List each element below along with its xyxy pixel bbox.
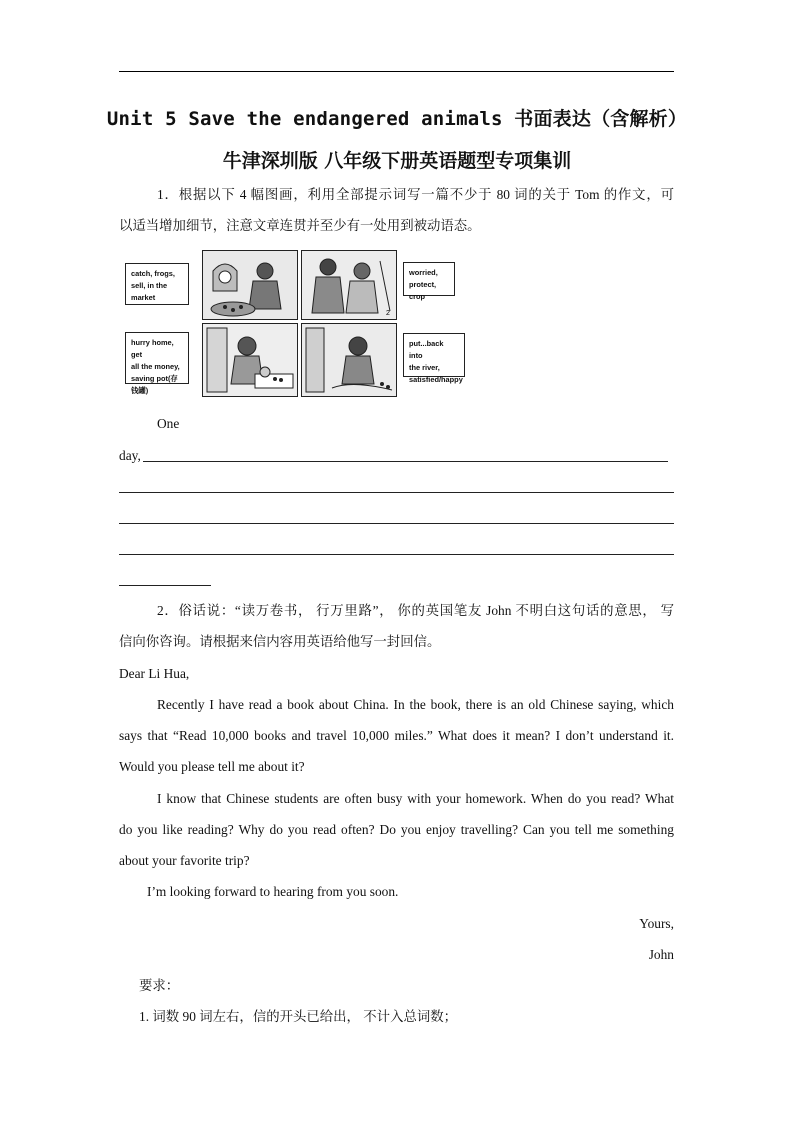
letter-closing: Yours,: [639, 916, 674, 931]
answer-line-4[interactable]: [119, 554, 674, 555]
picture-panel-3: [202, 323, 298, 397]
answer-line-1[interactable]: [143, 461, 668, 462]
letter-para1-line3: Would you please tell me about it?: [119, 759, 305, 774]
letter-para3: I’m looking forward to hearing from you soon.: [147, 884, 399, 899]
header-rule: [119, 71, 674, 72]
picture-panel-4: [301, 323, 397, 397]
requirement-1: 1. 词数 90 词左右，信的开头已给出， 不计入总词数；: [139, 1009, 458, 1024]
letter-para1-line1: Recently I have read a book about China. In the book, there is an old Chinese saying, which: [157, 697, 674, 712]
answer-line-2[interactable]: [119, 492, 674, 493]
q2-prompt-line1: 2．俗话说：“读万卷书， 行万里路”， 你的英国笔友 John 不明白这句话的意思， 写: [157, 603, 674, 618]
answer-line-3[interactable]: [119, 523, 674, 524]
requirements-label: 要求：: [139, 978, 180, 993]
document-subtitle: 牛津深圳版 八年级下册英语题型专项集训: [222, 150, 572, 172]
hint-box-3: hurry home, get all the money, saving pot(存钱罐): [125, 332, 189, 384]
q2-prompt-line2: 信向你咨询。请根据来信内容用英语给他写一封回信。: [119, 634, 441, 649]
letter-para2-line3: about your favorite trip?: [119, 853, 250, 868]
letter-salutation: Dear Li Hua,: [119, 666, 190, 681]
picture-panel-2: [301, 250, 397, 320]
document-title: Unit 5 Save the endangered animals 书面表达（含解析）: [106, 108, 688, 130]
letter-para2-line1: I know that Chinese students are often busy with your homework. When do you read? What: [157, 791, 674, 806]
letter-para2-line2: do you like reading? Why do you read often? Do you enjoy travelling? Can you tell me something: [119, 822, 674, 837]
answer-start-one: One: [157, 416, 180, 431]
q1-prompt-line1: 1．根据以下 4 幅图画，利用全部提示词写一篇不少于 80 词的关于 Tom 的作文，可: [157, 187, 674, 202]
letter-para1-line2: says that “Read 10,000 books and travel 10,000 miles.” What does it mean? I don’t understand it.: [119, 728, 674, 743]
hint-box-4: put...back into the river, satisfied/happy: [403, 333, 465, 377]
q1-prompt-line2: 以适当增加细节，注意文章连贯并至少有一处用到被动语态。: [119, 218, 481, 233]
svg-text:2: 2: [386, 310, 390, 317]
hint-box-2: worried, protect, crop: [403, 262, 455, 296]
letter-signature: John: [648, 947, 674, 962]
answer-start-day: day,: [119, 448, 141, 463]
picture-panel-1: [202, 250, 298, 320]
hint-box-1: catch, frogs, sell, in the market: [125, 263, 189, 305]
answer-line-5[interactable]: [119, 585, 211, 586]
